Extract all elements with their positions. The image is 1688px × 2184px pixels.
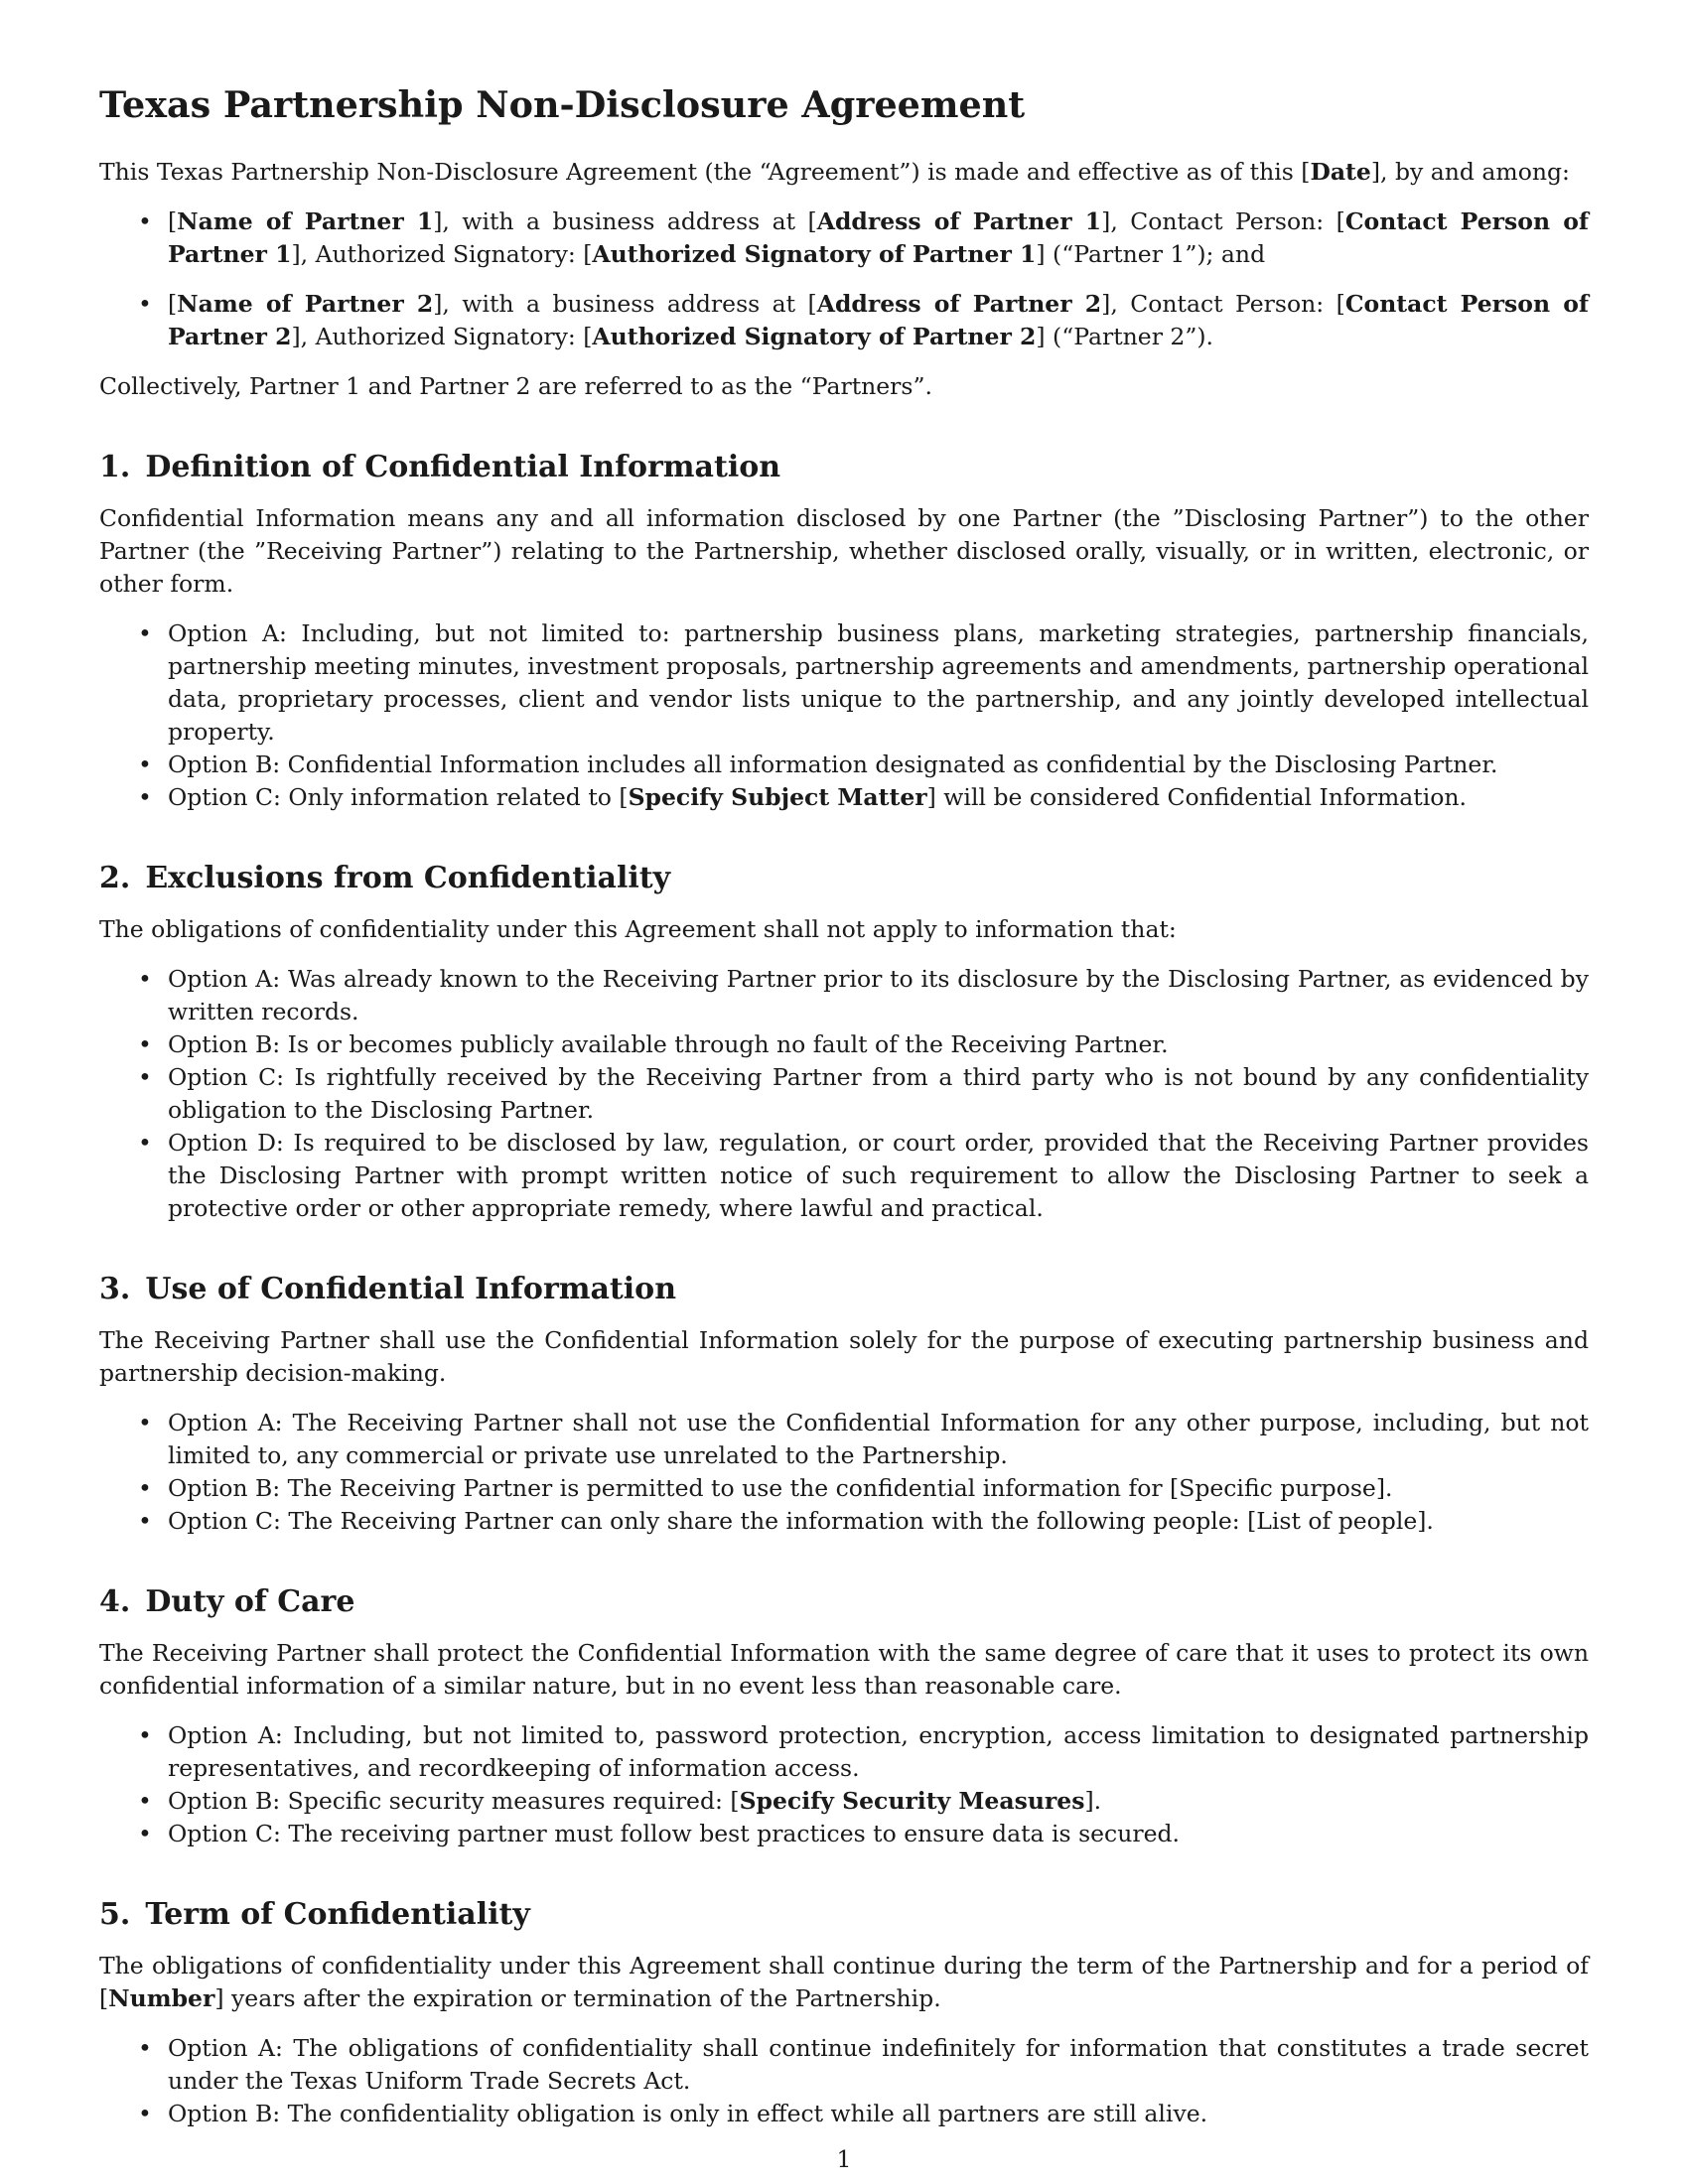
date-placeholder: Date <box>1310 157 1371 186</box>
section-2-option-b: • Option B: Is or becomes publicly available through no fault of the Receiving Partner. <box>99 1028 1589 1061</box>
partner-2-address-placeholder: Address of Partner 2 <box>816 289 1102 318</box>
section-5-heading: 5. Term of Confidentiality <box>99 1896 530 1932</box>
section-2-option-c: • Option C: Is rightfully received by the Receiving Partner from a third party who is not bound by any confidentiality obligation to the Disclosing Partner. <box>99 1061 1589 1127</box>
section-3-body: The Receiving Partner shall use the Confidential Information solely for the purpose of executing partnership business and partnership decision-making. <box>99 1325 1589 1387</box>
security-measures-placeholder: Specify Security Measures <box>739 1786 1085 1815</box>
section-2-option-a: • Option A: Was already known to the Receiving Partner prior to its disclosure by the Disclosing Partner, as evidenced by written records. <box>99 963 1589 1028</box>
partner-2-contact-placeholder: Contact Person of Partner 2 <box>168 289 1589 350</box>
section-2-body: The obligations of confidentiality under this Agreement shall not apply to information that: <box>99 914 1177 943</box>
party-1: • [Name of Partner 1], with a business address at [Address of Partner 1], Contact Person: [Contact Person of Partner 1], Authorized Signatory: [Authorized Signatory of Partner 1] (“Partner 1”); and <box>99 205 1589 271</box>
collective-paragraph: Collectively, Partner 1 and Partner 2 are referred to as the “Partners”. <box>99 371 932 400</box>
section-2-option-d: • Option D: Is required to be disclosed by law, regulation, or court order, provided that the Receiving Partner provides the Disclosing Partner with prompt written notice of such requirement to allow the Disclosing Partner to seek a protective order or other appropriate remedy, where lawful and practical. <box>99 1127 1589 1225</box>
section-4-options <box>99 1719 1589 1850</box>
partner-1-address-placeholder: Address of Partner 1 <box>816 206 1102 235</box>
section-3-option-c: • Option C: The Receiving Partner can only share the information with the following people: [List of people]. <box>99 1505 1589 1538</box>
section-4-body: The Receiving Partner shall protect the Confidential Information with the same degree of care that it uses to protect its own confidential information of a similar nature, but in no event less than reasonable care. <box>99 1638 1589 1700</box>
section-5-option-b: • Option B: The confidentiality obligation is only in effect while all partners are still alive. <box>99 2098 1589 2130</box>
subject-matter-placeholder: Specify Subject Matter <box>628 782 927 811</box>
section-1-body: Confidential Information means any and all information disclosed by one Partner (the ”Disclosing Partner”) to the other Partner (the ”Receiving Partner”) relating to the Partnership, whether disclosed orally, visually, or in written, electronic, or other form. <box>99 503 1589 598</box>
section-5-option-a: • Option A: The obligations of confidentiality shall continue indefinitely for information that constitutes a trade secret under the Texas Uniform Trade Secrets Act. <box>99 2032 1589 2098</box>
section-3-options <box>99 1407 1589 1538</box>
section-3-heading: 3. Use of Confidential Information <box>99 1271 677 1306</box>
section-1-options <box>99 617 1589 814</box>
document-page <box>99 83 1589 2130</box>
party-2: • [Name of Partner 2], with a business address at [Address of Partner 2], Contact Person: [Contact Person of Partner 2], Authorized Signatory: [Authorized Signatory of Partner 2] (“Partner 2”). <box>99 288 1589 353</box>
intro-text: This Texas Partnership Non-Disclosure Agreement (the “Agreement”) is made and effective as of this [ <box>99 157 1311 186</box>
document-title: Texas Partnership Non-Disclosure Agreement <box>99 83 1026 126</box>
section-3-option-a: • Option A: The Receiving Partner shall not use the Confidential Information for any other purpose, including, but not limited to, any commercial or private use unrelated to the Partnership. <box>99 1407 1589 1472</box>
section-4-option-a: • Option A: Including, but not limited to, password protection, encryption, access limitation to designated partnership representatives, and recordkeeping of information access. <box>99 1719 1589 1785</box>
section-2-options <box>99 963 1589 1225</box>
section-2-heading: 2. Exclusions from Confidentiality <box>99 860 671 895</box>
parties-list <box>99 205 1589 353</box>
section-3-option-b: • Option B: The Receiving Partner is permitted to use the confidential information for [Specific purpose]. <box>99 1472 1589 1505</box>
section-1-heading: 1. Definition of Confidential Information <box>99 449 781 484</box>
section-1-option-b: • Option B: Confidential Information includes all information designated as confidential by the Disclosing Partner. <box>99 749 1589 781</box>
section-1-option-c: • Option C: Only information related to [Specify Subject Matter] will be considered Confidential Information. <box>99 781 1589 814</box>
intro-paragraph <box>99 156 1589 189</box>
section-4-option-b: • Option B: Specific security measures required: [Specify Security Measures]. <box>99 1785 1589 1818</box>
partner-1-contact-placeholder: Contact Person of Partner 1 <box>168 206 1589 268</box>
partner-2-signatory-placeholder: Authorized Signatory of Partner 2 <box>592 322 1037 350</box>
section-1-option-a: • Option A: Including, but not limited to: partnership business plans, marketing strategies, partnership financials, partnership meeting minutes, investment proposals, partnership agreements and amendments, partnership operational data, proprietary processes, client and vendor lists unique to the partnership, and any jointly developed intellectual property. <box>99 617 1589 749</box>
page-number: 1 <box>836 2145 852 2173</box>
section-5-body: The obligations of confidentiality under this Agreement shall continue during the term of the Partnership and for a period of [Number] years after the expiration or termination of the Partnership. <box>99 1951 1589 2012</box>
section-5-options <box>99 2032 1589 2130</box>
partner-1-name-placeholder: Name of Partner 1 <box>177 206 434 235</box>
section-4-option-c: • Option C: The receiving partner must follow best practices to ensure data is secured. <box>99 1818 1589 1850</box>
partner-1-signatory-placeholder: Authorized Signatory of Partner 1 <box>592 239 1037 268</box>
partner-2-name-placeholder: Name of Partner 2 <box>177 289 434 318</box>
intro-text-end: ], by and among: <box>1370 157 1570 186</box>
section-4-heading: 4. Duty of Care <box>99 1583 355 1619</box>
number-placeholder: Number <box>108 1983 215 2012</box>
